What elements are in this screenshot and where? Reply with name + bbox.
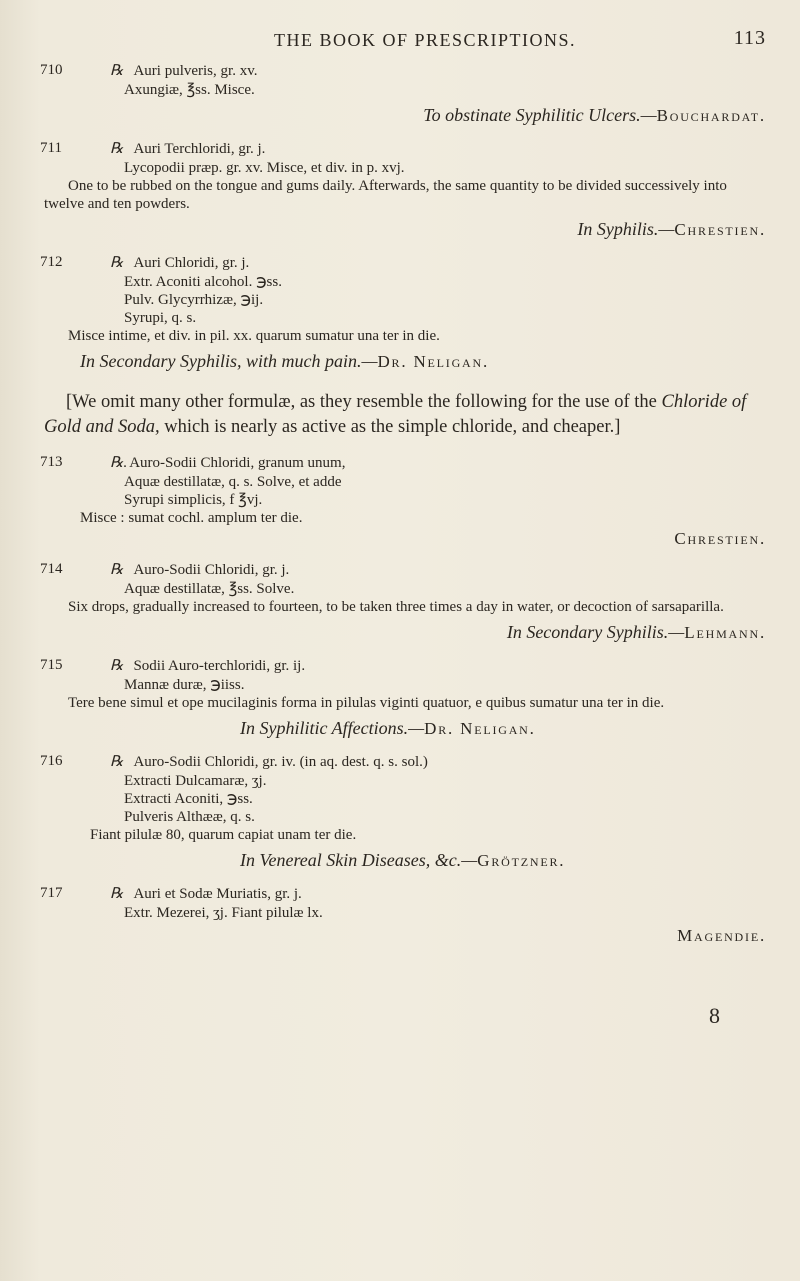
ingredient-line: Sodii Auro-terchloridi, gr. ij. bbox=[133, 658, 306, 674]
prescription-source: To obstinate Syphilitic Ulcers.—Bouchardat. bbox=[423, 105, 766, 125]
recipe-symbol: ℞ bbox=[110, 754, 124, 770]
author-name: Dr. Neligan. bbox=[424, 719, 536, 738]
author-name: Chrestien. bbox=[674, 220, 766, 239]
recipe-symbol: ℞. bbox=[110, 455, 128, 471]
prescription-714 bbox=[40, 561, 766, 645]
prescription-source: In Venereal Skin Diseases, &c.—Grötzner. bbox=[240, 850, 566, 870]
ingredient-line: Extr. Mezerei, ʒj. Fiant pilulæ lx. bbox=[124, 905, 323, 921]
ingredient-line: Auri Chloridi, gr. j. bbox=[133, 255, 250, 271]
prescription-number: 712 bbox=[40, 254, 63, 270]
ingredient-line: Mannæ duræ, ℈iiss. bbox=[124, 677, 245, 693]
page-header bbox=[44, 0, 766, 60]
prescription-source: In Syphilis.—Chrestien. bbox=[577, 219, 766, 239]
ingredient-line: Axungiæ, ℥ss. Misce. bbox=[124, 82, 255, 98]
recipe-symbol: ℞ bbox=[110, 141, 124, 157]
author-name: Chrestien. bbox=[674, 529, 766, 548]
recipe-symbol: ℞ bbox=[110, 63, 124, 79]
ingredient-line: Extracti Aconiti, ℈ss. bbox=[124, 791, 253, 807]
ingredient-line: Syrupi simplicis, f ℥vj. bbox=[124, 492, 263, 508]
prescription-number: 711 bbox=[40, 140, 62, 156]
prescription-number: 710 bbox=[40, 62, 63, 78]
ingredient-line: Lycopodii præp. gr. xv. Misce, et div. in p. xvj. bbox=[124, 160, 405, 176]
ingredient-line: Auri et Sodæ Muriatis, gr. j. bbox=[133, 886, 302, 902]
prescription-712 bbox=[40, 254, 766, 374]
ingredient-line: Auro-Sodii Chloridi, granum unum, bbox=[129, 455, 346, 471]
author-name: Magendie. bbox=[677, 926, 766, 945]
prescription-number: 716 bbox=[40, 753, 63, 769]
prescription-number: 717 bbox=[40, 885, 63, 901]
directions: Tere bene simul et ope mucilaginis forma in pilulas viginti quatuor, e quibus sumatur una ter in die. bbox=[68, 695, 665, 711]
page-number: 113 bbox=[733, 27, 766, 49]
prescription-715 bbox=[40, 657, 766, 741]
prescription-716 bbox=[40, 753, 766, 873]
recipe-symbol: ℞ bbox=[110, 658, 124, 674]
author-name: Lehmann. bbox=[684, 623, 766, 642]
editorial-note: [We omit many other formulæ, as they resemble the following for the use of the Chloride of Gold and Soda, which is nearly as active as the simple chloride, and cheaper.] bbox=[44, 392, 747, 437]
prescription-source: In Secondary Syphilis.—Lehmann. bbox=[506, 622, 766, 642]
ingredient-line: Aquæ destillatæ, ℥ss. Solve. bbox=[124, 581, 295, 597]
directions: Misce intime, et div. in pil. xx. quarum sumatur una ter in die. bbox=[68, 328, 440, 344]
page-content bbox=[40, 0, 766, 1028]
directions: Misce : sumat cochl. amplum ter die. bbox=[80, 510, 303, 526]
ingredient-line: Auri pulveris, gr. xv. bbox=[133, 63, 258, 79]
ingredient-line: Pulv. Glycyrrhizæ, ℈ij. bbox=[124, 292, 264, 308]
recipe-symbol: ℞ bbox=[110, 255, 124, 271]
ingredient-line: Extr. Aconiti alcohol. ℈ss. bbox=[124, 274, 282, 290]
ingredient-line: Auro-Sodii Chloridi, gr. j. bbox=[133, 562, 290, 578]
author-name: Grötzner. bbox=[477, 851, 566, 870]
prescription-713 bbox=[40, 454, 766, 549]
directions: Six drops, gradually increased to fourteen, to be taken three times a day in water, or decoction of sarsaparilla. bbox=[68, 599, 724, 615]
prescription-source: In Secondary Syphilis, with much pain.—Dr. Neligan. bbox=[80, 351, 490, 371]
ingredient-line: Aquæ destillatæ, q. s. Solve, et adde bbox=[124, 474, 342, 490]
prescription-711 bbox=[40, 140, 766, 242]
ingredient-line: Syrupi, q. s. bbox=[124, 310, 197, 326]
prescription-source: In Syphilitic Affections.—Dr. Neligan. bbox=[240, 718, 536, 738]
ingredient-line: Pulveris Althææ, q. s. bbox=[124, 809, 255, 825]
prescription-number: 715 bbox=[40, 657, 63, 673]
running-title: THE BOOK OF PRESCRIPTIONS. bbox=[273, 30, 577, 50]
recipe-symbol: ℞ bbox=[110, 886, 124, 902]
ingredient-line: Auri Terchloridi, gr. j. bbox=[133, 141, 266, 157]
prescription-717 bbox=[40, 885, 766, 1028]
prescription-number: 714 bbox=[40, 561, 63, 577]
prescription-number: 713 bbox=[40, 454, 63, 470]
author-name: Bouchardat. bbox=[656, 106, 766, 125]
ingredient-line: Auro-Sodii Chloridi, gr. iv. (in aq. dest. q. s. sol.) bbox=[133, 754, 428, 770]
author-name: Dr. Neligan. bbox=[377, 352, 490, 371]
signature-mark: 8 bbox=[709, 1003, 720, 1028]
directions: Fiant pilulæ 80, quarum capiat unam ter die. bbox=[90, 827, 357, 843]
recipe-symbol: ℞ bbox=[110, 562, 124, 578]
prescription-710 bbox=[40, 62, 766, 128]
ingredient-line: Extracti Dulcamaræ, ʒj. bbox=[124, 773, 267, 789]
directions: One to be rubbed on the tongue and gums daily. Afterwards, the same quantity to be divided successively into twelve and ten powders. bbox=[44, 178, 727, 212]
